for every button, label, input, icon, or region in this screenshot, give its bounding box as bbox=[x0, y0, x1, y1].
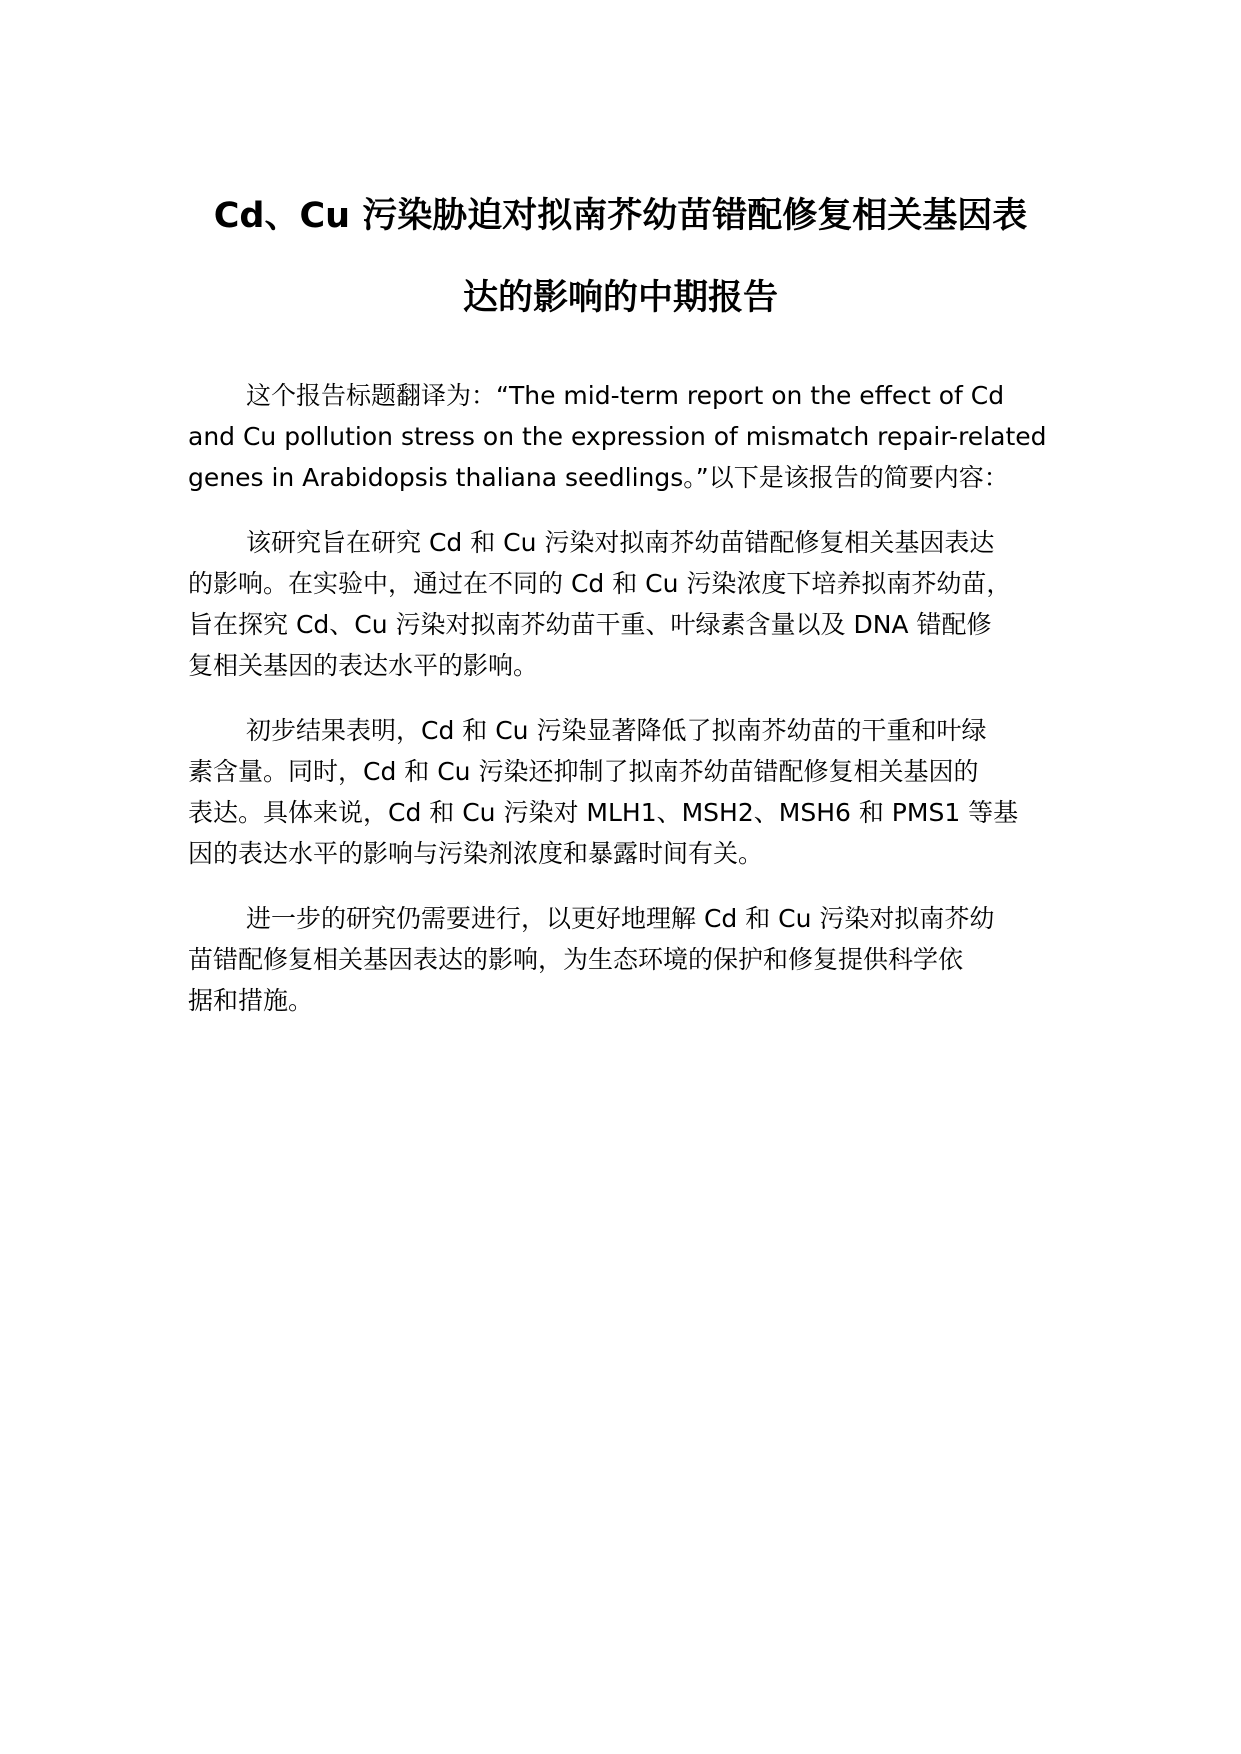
text-line: 苗错配修复相关基因表达的影响，为生态环境的保护和修复提供科学依 bbox=[188, 945, 964, 974]
paragraph-study-aim bbox=[188, 522, 1088, 686]
text-line: 表达。具体来说，Cd 和 Cu 污染对 MLH1、MSH2、MSH6 和 PMS1 等基 bbox=[188, 798, 1019, 827]
text-line: 复相关基因的表达水平的影响。 bbox=[188, 651, 539, 680]
text-line: 因的表达水平的影响与污染剂浓度和暴露时间有关。 bbox=[188, 839, 764, 868]
paragraph-title-translation bbox=[188, 375, 1088, 498]
text-line: 旨在探究 Cd、Cu 污染对拟南芥幼苗干重、叶绿素含量以及 DNA 错配修 bbox=[188, 610, 992, 639]
text-line: 这个报告标题翻译为：“The mid-term report on the effect of Cd bbox=[246, 381, 1005, 410]
text-line: 初步结果表明，Cd 和 Cu 污染显著降低了拟南芥幼苗的干重和叶绿 bbox=[246, 716, 987, 745]
text-line: 该研究旨在研究 Cd 和 Cu 污染对拟南芥幼苗错配修复相关基因表达 bbox=[246, 528, 995, 557]
title-line-1: Cd、Cu 污染胁迫对拟南芥幼苗错配修复相关基因表 bbox=[213, 196, 1028, 236]
text-line: 的影响。在实验中，通过在不同的 Cd 和 Cu 污染浓度下培养拟南芥幼苗， bbox=[188, 569, 1012, 598]
text-line: 进一步的研究仍需要进行，以更好地理解 Cd 和 Cu 污染对拟南芥幼 bbox=[246, 904, 995, 933]
text-line: genes in Arabidopsis thaliana seedlings。”以下是该报告的简要内容： bbox=[188, 463, 1009, 492]
paragraph-further-research bbox=[188, 898, 1088, 1021]
text-line: and Cu pollution stress on the expression of mismatch repair-related bbox=[188, 422, 1047, 451]
document-title bbox=[150, 175, 1091, 339]
title-line-2: 达的影响的中期报告 bbox=[462, 278, 778, 318]
paragraph-preliminary-results bbox=[188, 710, 1088, 874]
text-line: 据和措施。 bbox=[188, 986, 314, 1015]
text-line: 素含量。同时，Cd 和 Cu 污染还抑制了拟南芥幼苗错配修复相关基因的 bbox=[188, 757, 979, 786]
document-body bbox=[188, 375, 1088, 1045]
